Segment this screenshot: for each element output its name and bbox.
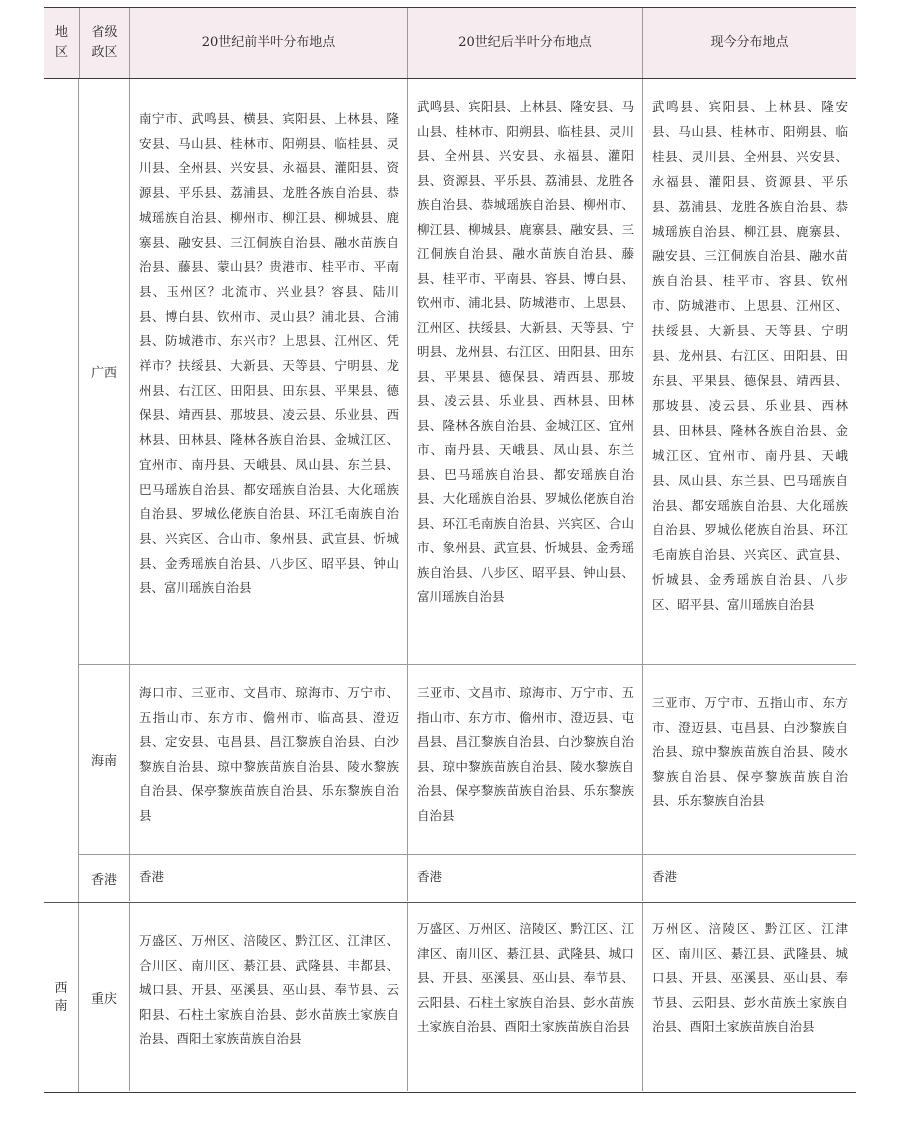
province-cell: 海南 bbox=[90, 754, 117, 769]
second-half-cell: 万盛区、万州区、涪陵区、黔江区、江津区、南川区、綦江县、武隆县、城口县、开县、巫溪县、巫山县、奉节县、云阳县、石柱土家族自治县、彭水苗族土家族自治县、酉阳土家族苗族自治县 bbox=[407, 903, 642, 1091]
distribution-table bbox=[44, 7, 856, 1093]
first-half-cell: 海口市、三亚市、文昌市、琼海市、万宁市、五指山市、东方市、儋州市、临高县、澄迈县、定安县、屯昌县、昌江黎族自治县、白沙黎族自治县、琼中黎族苗族自治县、陵水黎族自治县、保亭黎族苗族自治县、乐东黎族自治县 bbox=[129, 665, 407, 854]
second-half-cell: 武鸣县、宾阳县、上林县、隆安县、马山县、桂林市、阳朔县、临桂县、灵川县、全州县、兴安县、永福县、灌阳县、资源县、平乐县、荔浦县、龙胜各族自治县、恭城瑶族自治县、柳州市、柳江县、柳城县、鹿寨县、融安县、三江侗族自治县、融水苗族自治县、藤县、桂平市、平南县、容县、博白县、钦州市、浦北县、防城港市、上思县、江州区、扶绥县、大新县、天等县、宁明县、龙州县、右江区、田阳县、田东县、平果县、德保县、靖西县、那坡县、凌云县、乐业县、西林县、田林县、隆林各族自治县、金城江区、宜州市、南丹县、天峨县、凤山县、东兰县、巴马瑶族自治县、都安瑶族自治县、大化瑶族自治县、罗城仫佬族自治县、环江毛南族自治县、兴宾区、合山市、象州县、武宣县、忻城县、金秀瑶族自治县、八步区、昭平县、钟山县、富川瑶族自治县 bbox=[407, 79, 642, 664]
region-group-southwest bbox=[44, 903, 856, 1093]
province-cell: 重庆 bbox=[90, 991, 117, 1007]
table-row bbox=[79, 855, 856, 901]
region-cell-empty bbox=[44, 79, 78, 902]
header-region: 地区 bbox=[54, 25, 68, 60]
current-cell: 武鸣县、宾阳县、上林县、隆安县、马山县、桂林市、阳朔县、临桂县、灵川县、全州县、兴安县、永福县、灌阳县、资源县、平乐县、荔浦县、龙胜各族自治县、恭城瑶族自治县、柳江县、鹿寨县、融安县、三江侗族自治县、融水苗族自治县、桂平市、容县、钦州市、防城港市、上思县、江州区、扶绥县、大新县、天等县、宁明县、龙州县、右江区、田阳县、田东县、平果县、德保县、靖西县、那坡县、凌云县、乐业县、西林县、田林县、隆林各族自治县、金城江区、宜州市、南丹县、天峨县、凤山县、东兰县、巴马瑶族自治县、都安瑶族自治县、大化瑶族自治县、罗城仫佬族自治县、环江毛南族自治县、兴宾区、武宣县、忻城县、金秀瑶族自治县、八步区、昭平县、富川瑶族自治县 bbox=[642, 79, 856, 664]
region-group-south bbox=[44, 79, 856, 903]
second-half-cell: 香港 bbox=[407, 855, 642, 901]
second-half-cell: 三亚市、文昌市、琼海市、万宁市、五指山市、东方市、儋州市、澄迈县、屯昌县、昌江黎族自治县、白沙黎族自治县、琼中黎族苗族自治县、陵水黎族自治县、保亭黎族苗族自治县、乐东黎族自治县 bbox=[407, 665, 642, 854]
table-row bbox=[79, 903, 856, 1091]
province-cell: 香港 bbox=[90, 872, 117, 888]
current-cell: 香港 bbox=[642, 855, 856, 901]
table-row bbox=[79, 79, 856, 665]
header-province: 省级政区 bbox=[79, 8, 129, 78]
first-half-cell: 南宁市、武鸣县、横县、宾阳县、上林县、隆安县、马山县、桂林市、阳朔县、临桂县、灵川县、全州县、兴安县、永福县、灌阳县、资源县、平乐县、荔浦县、龙胜各族自治县、恭城瑶族自治县、柳州市、柳江县、柳城县、鹿寨县、融安县、三江侗族自治县、融水苗族自治县、藤县、蒙山县？贵港市、桂平市、平南县、玉州区？北流市、兴业县？容县、陆川县、博白县、钦州市、灵山县？浦北县、合浦县、防城港市、东兴市？上思县、江州区、凭祥市？扶绥县、大新县、天等县、宁明县、龙州县、右江区、田阳县、田东县、平果县、德保县、靖西县、那坡县、凌云县、乐业县、西林县、田林县、隆林各族自治县、金城江区、宜州市、南丹县、天峨县、凤山县、东兰县、巴马瑶族自治县、都安瑶族自治县、大化瑶族自治县、罗城仫佬族自治县、环江毛南族自治县、兴宾区、合山市、象州县、武宣县、忻城县、金秀瑶族自治县、八步区、昭平县、钟山县、富川瑶族自治县 bbox=[129, 79, 407, 664]
current-cell: 万州区、涪陵区、黔江区、江津区、南川区、綦江县、武隆县、城口县、开县、巫溪县、巫山县、奉节县、云阳县、彭水苗族土家族自治县、酉阳土家族苗族自治县 bbox=[642, 903, 856, 1091]
header-current: 现今分布地点 bbox=[642, 8, 856, 78]
region-cell: 西南 bbox=[54, 980, 68, 1014]
table-header bbox=[44, 7, 856, 79]
first-half-cell: 万盛区、万州区、涪陵区、黔江区、江津区、合川区、南川区、綦江县、武隆县、丰都县、城口县、开县、巫溪县、巫山县、奉节县、云阳县、石柱土家族自治县、彭水苗族土家族自治县、酉阳土家族苗族自治县 bbox=[129, 903, 407, 1091]
first-half-cell: 香港 bbox=[129, 855, 407, 901]
province-cell: 广西 bbox=[90, 366, 117, 381]
current-cell: 三亚市、万宁市、五指山市、东方市、澄迈县、屯昌县、白沙黎族自治县、琼中黎族苗族自治县、陵水黎族自治县、保亭黎族苗族自治县、乐东黎族自治县 bbox=[642, 665, 856, 854]
table-row bbox=[79, 665, 856, 855]
header-first-half: 20世纪前半叶分布地点 bbox=[129, 8, 407, 78]
header-second-half: 20世纪后半叶分布地点 bbox=[407, 8, 642, 78]
